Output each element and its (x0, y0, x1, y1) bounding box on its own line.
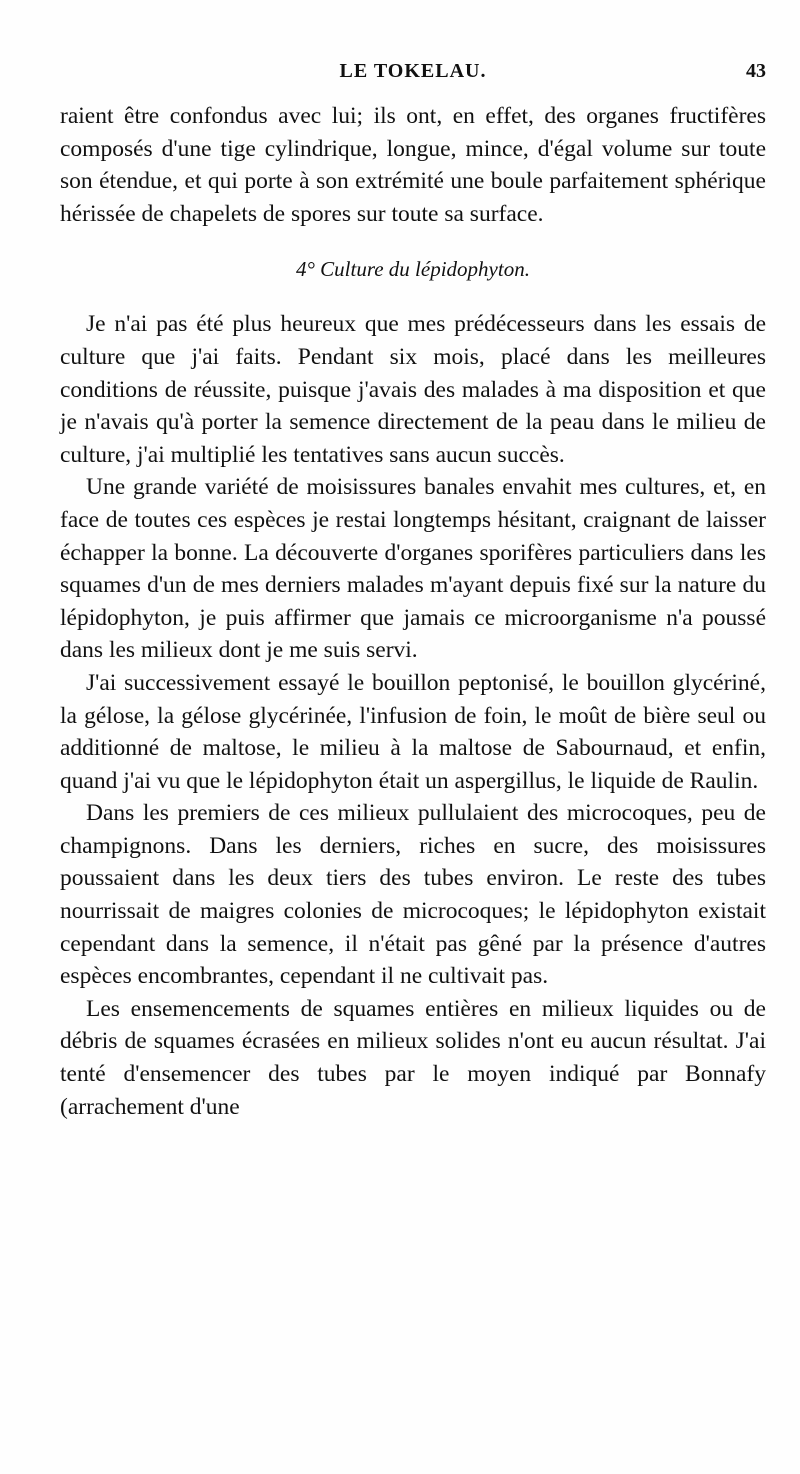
section-title: Culture du lépidophyton. (320, 257, 530, 282)
paragraph: Les ensemencements de squames entières en milieux liquides ou de débris de squames écrasées en milieux solides n'ont eu aucun résultat. J'ai tenté d'ensemencer des tubes par le moyen indiqué par Bonnafy (arrachement d'une (60, 995, 766, 1120)
paragraph: Je n'ai pas été plus heureux que mes prédécesseurs dans les essais de culture que j'ai faits. Pendant six mois, placé dans les meilleures conditions de réussite, puisque j'avais des malades à ma disposition et que je n'avais qu'à porter la semence directement de la peau dans le milieu de culture, j'ai multiplié les tentatives sans aucun succès. (60, 311, 766, 468)
paragraph: J'ai successivement essayé le bouillon peptonisé, le bouillon glycériné, la gélose, la gélose glycérinée, l'infusion de foin, le moût de bière seul ou additionné de maltose, le milieu à la maltose de Sabournaud, et enfin, quand j'ai vu que le lépidophyton était un aspergillus, le liquide de Raulin. (60, 669, 766, 794)
running-title: LE TOKELAU. (339, 60, 487, 82)
page-header (60, 60, 766, 90)
section-number: 4° (296, 257, 315, 282)
paragraph: Une grande variété de moisissures banales envahit mes cultures, et, en face de toutes ces espèces je restai longtemps hésitant, craignant de laisser échapper la bonne. La découverte d'organes sporifères particuliers dans les squames d'un de mes derniers malades m'ayant depuis fixé sur la nature du lépidophyton, je puis affirmer que jamais ce microorganisme n'a poussé dans les milieux dont je me suis servi. (60, 474, 766, 664)
paragraph: Dans les premiers de ces milieux pullulaient des microcoques, peu de champignons. Dans les derniers, riches en sucre, des moisissures poussaient dans les deux tiers des tubes environ. Le reste des tubes nourrissait de maigres colonies de microcoques; le lépidophyton existait cependant dans la semence, il n'était pas gêné par la présence d'autres espèces encombrantes, cependant il ne cultivait pas. (60, 800, 766, 990)
page-body (60, 100, 766, 1123)
section-heading (60, 254, 766, 284)
page-number: 43 (746, 60, 766, 82)
paragraph-continued: raient être confondus avec lui; ils ont, en effet, des organes fructifères composés d'une tige cylindrique, longue, mince, d'égal volume sur toute son étendue, et qui porte à son extrémité une boule parfaitement sphérique hérissée de chapelets de spores sur toute sa surface. (60, 103, 766, 227)
